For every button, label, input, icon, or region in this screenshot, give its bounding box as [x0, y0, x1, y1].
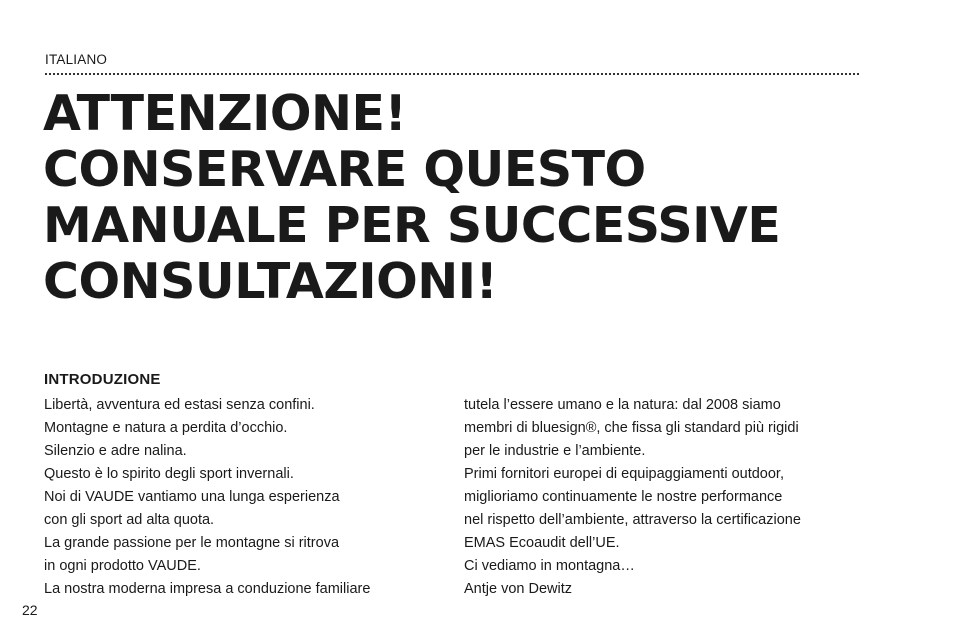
text-line: nel rispetto dell’ambiente, attraverso la certificazione: [464, 512, 801, 528]
text-line: La grande passione per le montagne si ritrova: [44, 535, 340, 551]
text-line: Ci vediamo in montagna…: [464, 558, 635, 574]
text-line: Primi fornitori europei di equipaggiamenti outdoor,: [464, 466, 784, 482]
headline-line: CONSULTAZIONI!: [43, 253, 498, 310]
text-line: Noi di VAUDE vantiamo una lunga esperienza: [44, 489, 340, 505]
headline: [43, 86, 780, 310]
intro-column-right: [464, 394, 884, 601]
text-line: Libertà, avventura ed estasi senza confini.: [44, 397, 315, 413]
text-line: EMAS Ecoaudit dell’UE.: [464, 535, 620, 551]
text-line: in ogni prodotto VAUDE.: [44, 558, 201, 574]
intro-column-left: [44, 394, 434, 601]
text-line: Silenzio e adre nalina.: [44, 443, 187, 459]
text-line: membri di bluesign®, che fissa gli standard più rigidi: [464, 420, 799, 436]
text-line: per le industrie e l’ambiente.: [464, 443, 646, 459]
page-number: 22: [22, 602, 38, 618]
headline-line: MANUALE PER SUCCESSIVE: [43, 197, 781, 254]
headline-line: CONSERVARE QUESTO: [43, 141, 646, 198]
signature-line: Antje von Dewitz: [464, 581, 572, 597]
dotted-divider: [45, 73, 859, 75]
text-line: con gli sport ad alta quota.: [44, 512, 215, 528]
text-line: La nostra moderna impresa a conduzione familiare: [44, 581, 371, 597]
intro-heading: INTRODUZIONE: [44, 371, 161, 388]
section-label: ITALIANO: [45, 52, 108, 67]
text-line: Questo è lo spirito degli sport invernali.: [44, 466, 294, 482]
headline-line: ATTENZIONE!: [43, 85, 407, 142]
text-line: miglioriamo continuamente le nostre performance: [464, 489, 783, 505]
text-line: tutela l’essere umano e la natura: dal 2008 siamo: [464, 397, 781, 413]
text-line: Montagne e natura a perdita d’occhio.: [44, 420, 288, 436]
